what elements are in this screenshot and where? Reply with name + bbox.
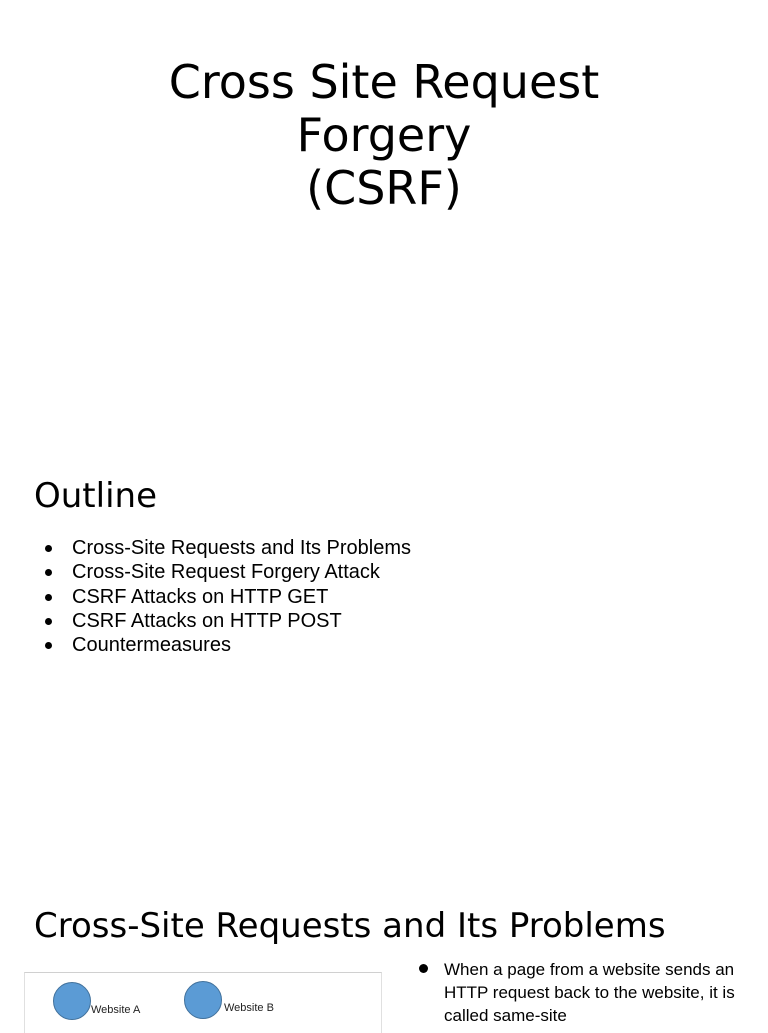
- outline-item: [36, 585, 411, 609]
- explanation-list: [418, 958, 748, 1027]
- explanation-text: When a page from a website sends an HTTP request back to the website, it is called same-site: [444, 960, 735, 1025]
- bullet-icon: [45, 594, 52, 601]
- website-a-node-icon: [53, 982, 91, 1020]
- outline-item-label: Cross-Site Requests and Its Problems: [72, 537, 412, 559]
- outline-item: [36, 560, 411, 584]
- slide-title: [0, 56, 768, 215]
- bullet-icon: [45, 545, 52, 552]
- bullet-icon: [45, 569, 52, 576]
- section-heading: Cross-Site Requests and Its Problems: [34, 906, 666, 946]
- title-line: (CSRF): [306, 161, 462, 215]
- outline-heading: Outline: [34, 476, 158, 516]
- outline-item: [36, 633, 411, 657]
- outline-item-label: Cross-Site Request Forgery Attack: [72, 561, 380, 584]
- bullet-icon: [419, 964, 428, 973]
- outline-item-label: CSRF Attacks on HTTP GET: [72, 585, 329, 608]
- website-b-label: Website B: [224, 1002, 274, 1014]
- website-a-label: Website A: [91, 1004, 141, 1016]
- website-b-node-icon: [184, 981, 222, 1019]
- title-line: Forgery: [296, 108, 472, 162]
- bullet-icon: [45, 642, 52, 649]
- outline-list: [36, 536, 411, 657]
- bullet-icon: [45, 618, 52, 625]
- outline-item: [36, 609, 411, 633]
- explanation-item: [418, 958, 748, 1027]
- outline-item-label: Countermeasures: [72, 634, 231, 657]
- title-line: Cross Site Request: [168, 55, 600, 109]
- outline-item-label: CSRF Attacks on HTTP POST: [72, 609, 342, 632]
- outline-item: [36, 536, 411, 560]
